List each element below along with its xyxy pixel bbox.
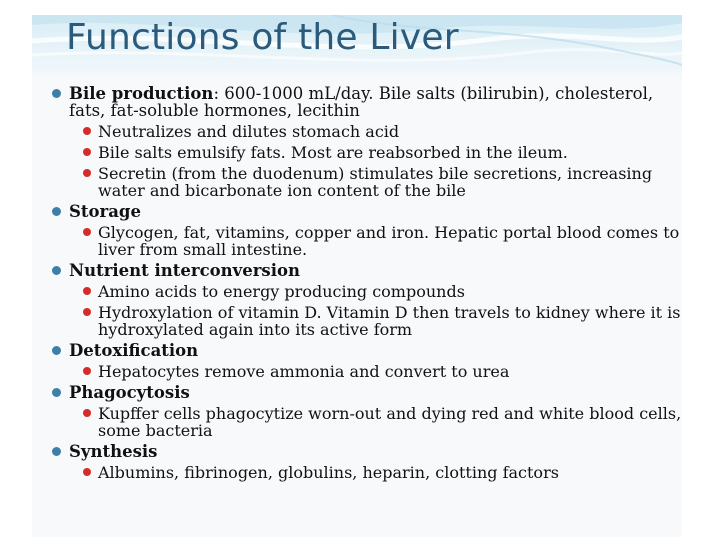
bullet-icon [52,447,61,456]
sub-point [32,283,682,300]
section-heading: Nutrient interconversion [69,261,300,280]
sub-point [32,123,682,140]
sub-point-text: Hydroxylation of vitamin D. Vitamin D then travels to kidney where it is hydroxylated again into its active form [98,303,681,339]
slide [32,15,682,537]
sub-bullet-icon [83,148,91,156]
sub-point-text: Bile salts emulsify fats. Most are reabsorbed in the ileum. [98,143,568,162]
bullet-icon [52,346,61,355]
section-heading-detail: : 600-1000 mL/day. Bile salts (bilirubin), cholesterol, fats, fat-soluble hormones, lecithin [69,84,654,120]
sub-point [32,165,682,199]
section-nutrient-interconversion [32,262,682,279]
sub-point [32,363,682,380]
sub-point-text: Hepatocytes remove ammonia and convert to urea [98,362,510,381]
sub-point-text: Kupffer cells phagocytize worn-out and dying red and white blood cells, some bacteria [98,404,682,440]
section-synthesis [32,443,682,460]
section-heading: Bile production [69,84,214,103]
bullet-icon [52,207,61,216]
section-storage [32,203,682,220]
bullet-icon [52,388,61,397]
sub-bullet-icon [83,409,91,417]
sub-point [32,224,682,258]
title-band [32,15,682,77]
sub-point-text: Albumins, fibrinogen, globulins, heparin, clotting factors [98,463,559,482]
sub-bullet-icon [83,228,91,236]
section-detoxification [32,342,682,359]
section-heading: Phagocytosis [69,383,190,402]
sub-point [32,405,682,439]
sub-point [32,144,682,161]
sub-bullet-icon [83,367,91,375]
section-heading: Synthesis [69,442,158,461]
sub-bullet-icon [83,287,91,295]
sub-bullet-icon [83,308,91,316]
bullet-icon [52,89,61,98]
sub-bullet-icon [83,468,91,476]
sub-point-text: Secretin (from the duodenum) stimulates bile secretions, increasing water and bicarbonate ion content of the bile [98,164,653,200]
sub-point [32,464,682,481]
sub-bullet-icon [83,127,91,135]
sub-point-text: Neutralizes and dilutes stomach acid [98,122,400,141]
bullet-icon [52,266,61,275]
bullet-content [32,85,682,485]
section-phagocytosis [32,384,682,401]
slide-title: Functions of the Liver [66,17,459,58]
section-bile-production [32,85,682,119]
sub-bullet-icon [83,169,91,177]
sub-point-text: Amino acids to energy producing compounds [98,282,465,301]
sub-point [32,304,682,338]
sub-point-text: Glycogen, fat, vitamins, copper and iron. Hepatic portal blood comes to liver from small intestine. [98,223,680,259]
section-heading: Detoxification [69,341,199,360]
section-heading: Storage [69,202,141,221]
